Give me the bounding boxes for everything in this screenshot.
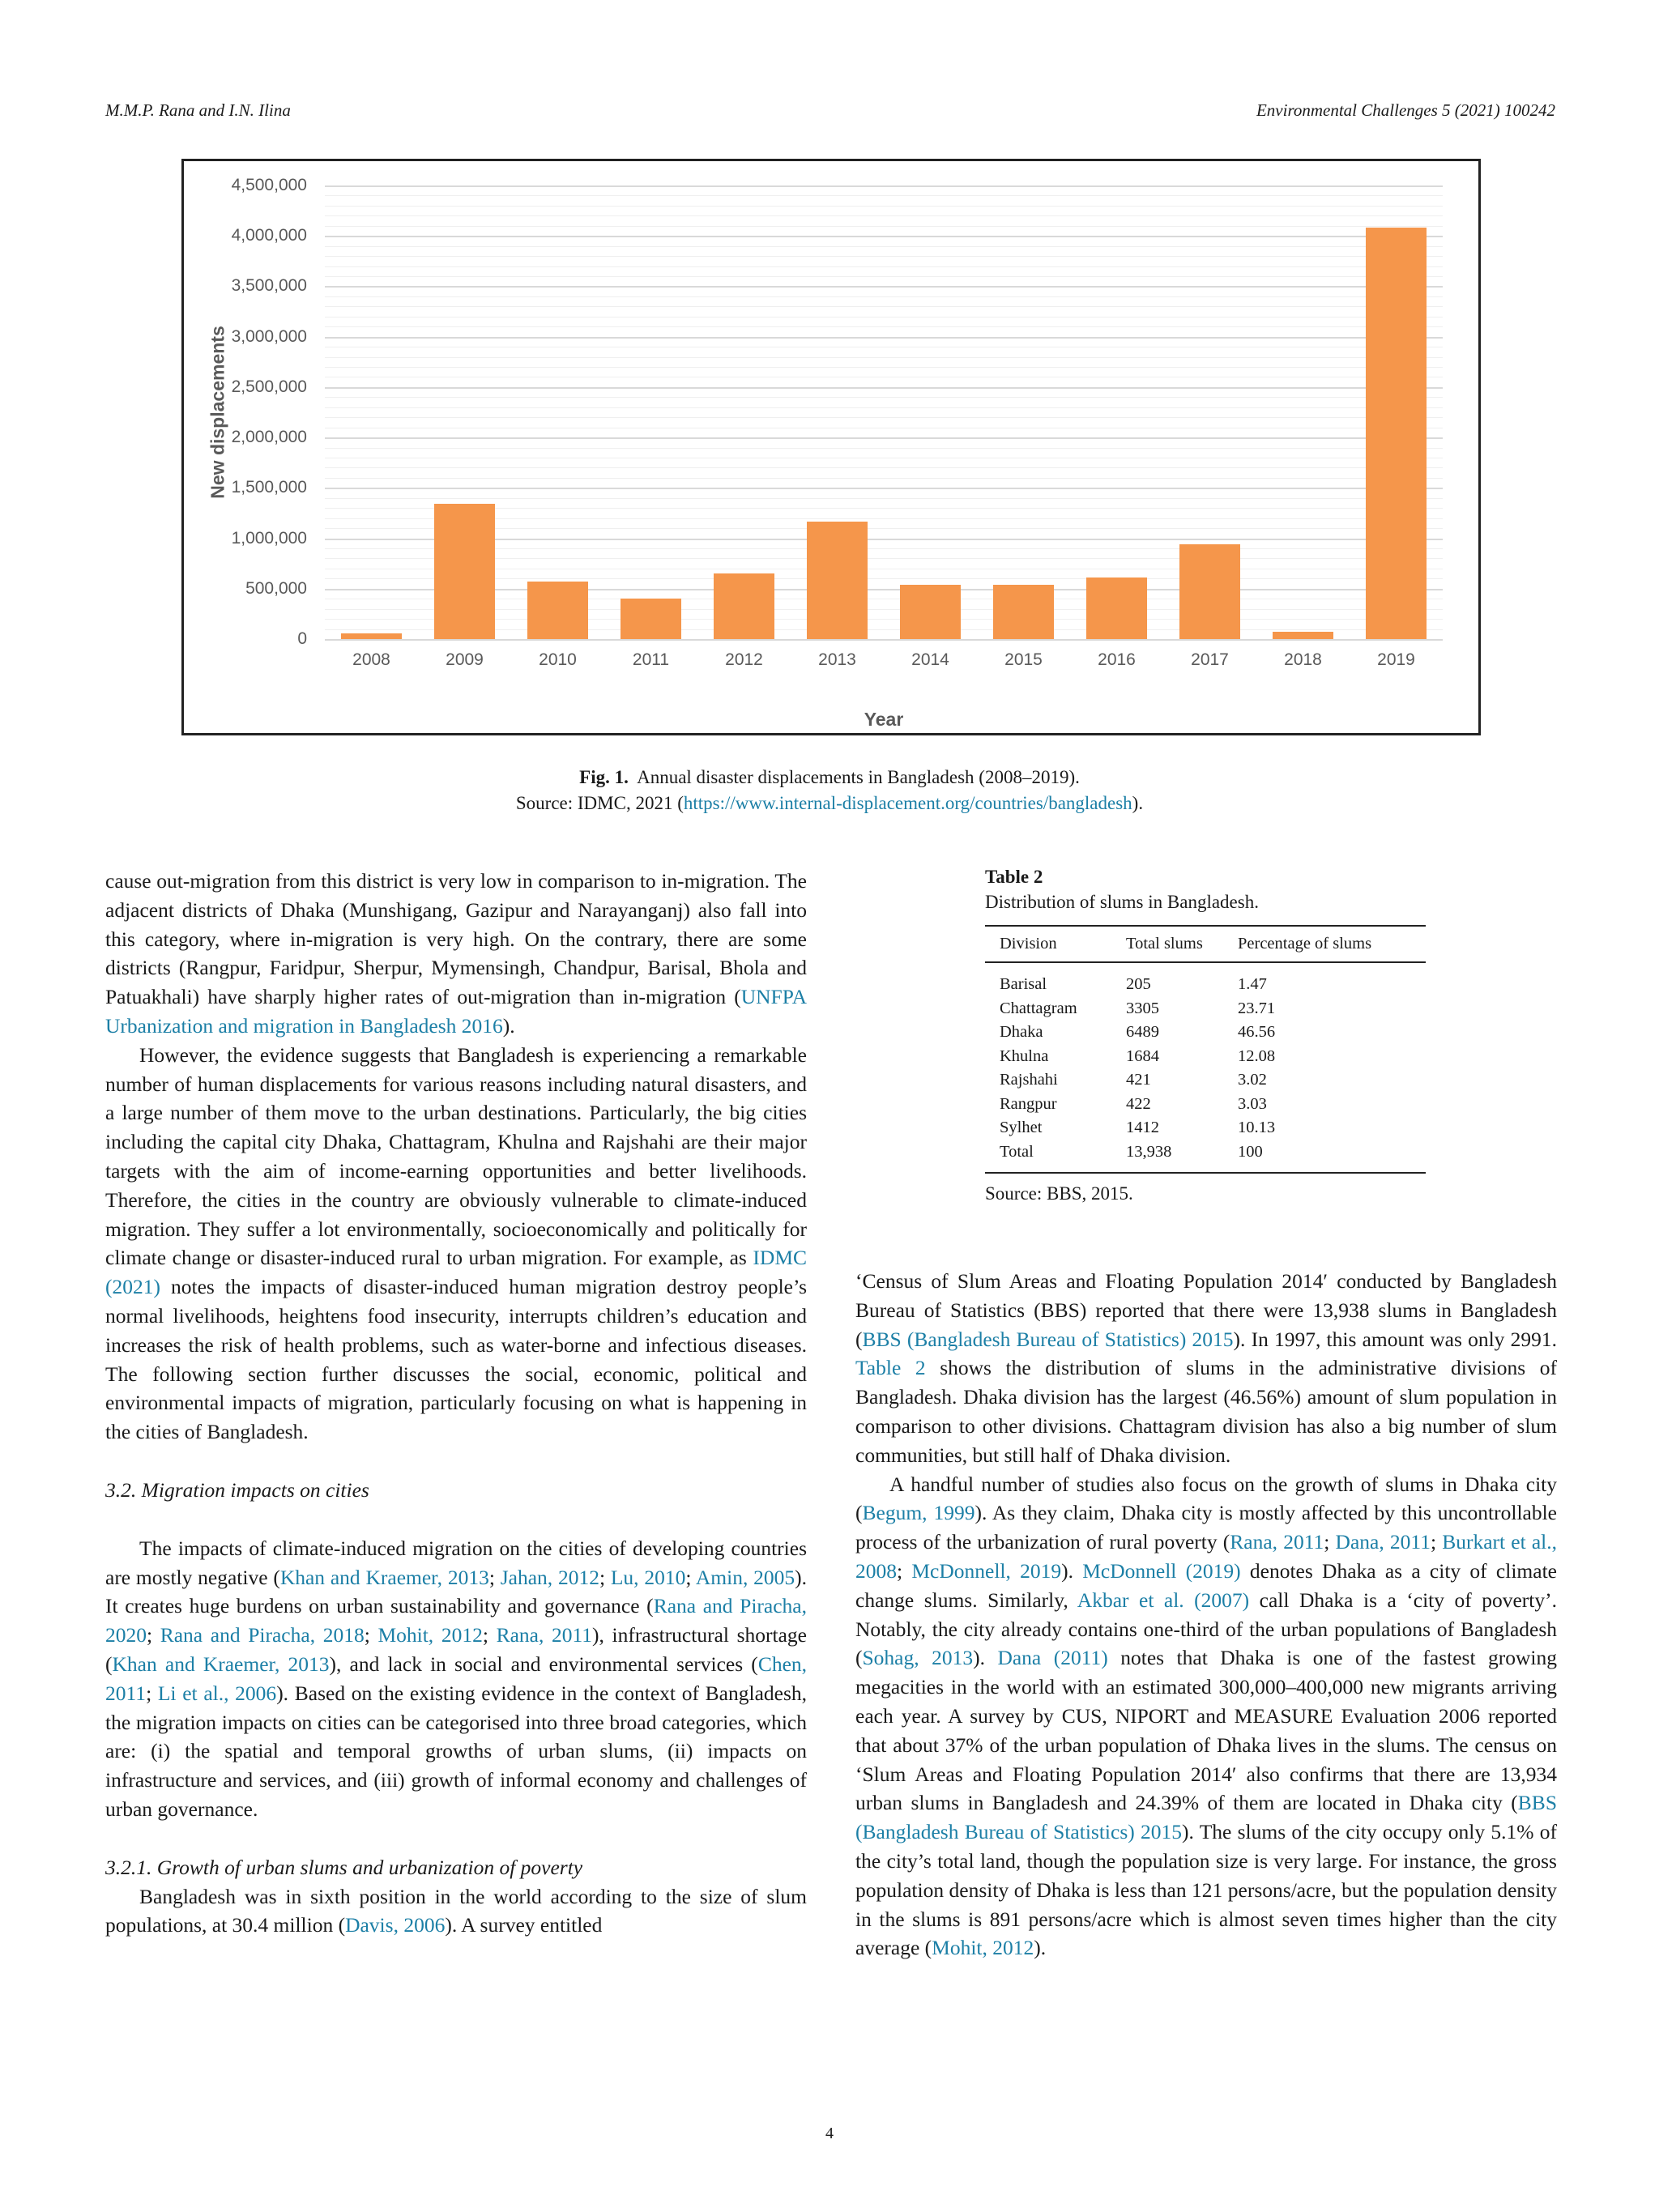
figure-1-chart <box>181 159 1481 735</box>
minor-gridline <box>325 246 1443 247</box>
citation-link[interactable]: Table 2 <box>855 1356 926 1380</box>
citation-link[interactable]: Akbar et al. (2007) <box>1077 1588 1250 1612</box>
x-tick-label: 2013 <box>818 650 856 669</box>
table-cell: 1684 <box>1126 1046 1159 1065</box>
table-cell: Total <box>985 1140 1126 1174</box>
minor-gridline <box>325 256 1443 257</box>
table-cell: Rangpur <box>1000 1094 1057 1113</box>
y-tick-label: 1,000,000 <box>231 528 307 548</box>
citation-link[interactable]: Chen, 2011 <box>105 1652 808 1705</box>
major-gridline <box>325 387 1443 389</box>
bar-2014 <box>900 585 962 639</box>
major-gridline <box>325 337 1443 339</box>
table-label: Table 2 <box>985 867 1043 887</box>
citation-link[interactable]: Begum, 1999 <box>862 1501 975 1525</box>
right-column <box>855 1267 1557 1963</box>
bar-2019 <box>1366 228 1427 639</box>
citation-link[interactable]: Rana and Piracha, 2018 <box>160 1623 365 1647</box>
figure-source-suffix: ). <box>1132 793 1144 813</box>
table-cell: Khulna <box>1000 1046 1049 1065</box>
table-cell: 12.08 <box>1238 1046 1276 1065</box>
table-cell: 422 <box>1126 1094 1151 1113</box>
table-body <box>985 962 1426 1173</box>
table-2 <box>985 865 1426 1204</box>
citation-link[interactable]: Dana, 2011 <box>1335 1530 1431 1554</box>
table-row <box>985 962 1426 997</box>
x-tick-label: 2010 <box>539 650 577 669</box>
y-tick-label: 2,000,000 <box>231 428 307 447</box>
column-header: Division <box>985 926 1126 962</box>
citation-link[interactable]: UNFPA Urbanization and migration in Bangladesh 2016 <box>105 985 807 1038</box>
y-axis-tick-labels <box>184 176 307 648</box>
minor-gridline <box>325 276 1443 277</box>
citation-link[interactable]: Rana, 2011 <box>1230 1530 1324 1554</box>
y-axis-title: New displacements <box>207 326 228 499</box>
column-header: Total slums <box>1126 926 1238 962</box>
minor-gridline <box>325 306 1443 307</box>
bar-2018 <box>1273 632 1334 639</box>
bar-2012 <box>714 573 775 639</box>
citation-link[interactable]: BBS (Bangladesh Bureau of Statistics) 2015 <box>862 1327 1234 1351</box>
minor-gridline <box>325 326 1443 327</box>
table-cell: 3305 <box>1126 999 1159 1017</box>
plot-area <box>325 185 1443 639</box>
minor-gridline <box>325 215 1443 216</box>
column-header: Percentage of slums <box>1238 926 1426 962</box>
table-cell: 6489 <box>1126 1023 1159 1041</box>
y-tick-label: 500,000 <box>245 578 307 598</box>
x-tick-label: 2008 <box>352 650 390 669</box>
table-row <box>985 997 1426 1021</box>
section-heading-3-2: 3.2. Migration impacts on cities <box>105 1477 369 1502</box>
table-cell: Dhaka <box>1000 1023 1043 1041</box>
slums-table <box>985 925 1426 1174</box>
citation-link[interactable]: BBS (Bangladesh Bureau of Statistics) 2015 <box>855 1791 1557 1844</box>
bar-2011 <box>621 599 682 639</box>
table-cell: Barisal <box>1000 975 1047 993</box>
table-row <box>985 1093 1426 1117</box>
minor-gridline <box>325 296 1443 297</box>
table-cell: 23.71 <box>1238 999 1276 1017</box>
citation-link[interactable]: Jahan, 2012 <box>500 1565 599 1589</box>
citation-link[interactable]: Lu, 2010 <box>610 1565 686 1589</box>
major-gridline <box>325 639 1443 641</box>
figure-caption <box>0 765 1659 816</box>
citation-link[interactable]: Burkart et al., 2008 <box>855 1530 1558 1583</box>
running-head-journal: Environmental Challenges 5 (2021) 100242 <box>1256 100 1555 120</box>
major-gridline <box>325 286 1443 288</box>
section-heading-3-2-1: 3.2.1. Growth of urban slums and urbanization of poverty <box>105 1855 583 1879</box>
x-tick-label: 2017 <box>1191 650 1229 669</box>
table-cell: 100 <box>1238 1140 1426 1174</box>
citation-link[interactable]: Rana, 2011 <box>496 1623 593 1647</box>
citation-link[interactable]: Mohit, 2012 <box>932 1936 1034 1960</box>
minor-gridline <box>325 478 1443 479</box>
y-tick-label: 2,500,000 <box>231 377 307 396</box>
x-tick-label: 2015 <box>1004 650 1043 669</box>
minor-gridline <box>325 226 1443 227</box>
citation-link[interactable]: Rana and Piracha, 2020 <box>105 1594 807 1647</box>
table-row <box>985 1068 1426 1093</box>
x-tick-label: 2011 <box>632 650 670 669</box>
y-tick-label: 4,500,000 <box>231 176 307 194</box>
table-cell: 1.47 <box>1238 975 1267 993</box>
bar-2009 <box>434 504 496 639</box>
minor-gridline <box>325 448 1443 449</box>
table-cell: 205 <box>1126 975 1151 993</box>
citation-link[interactable]: Davis, 2006 <box>345 1913 446 1937</box>
x-axis-title: Year <box>864 709 904 730</box>
figure-label: Fig. 1. <box>579 767 629 787</box>
bar-2015 <box>993 585 1055 639</box>
bar-2016 <box>1086 578 1148 639</box>
major-gridline <box>325 437 1443 439</box>
citation-link[interactable]: Khan and Kraemer, 2013 <box>112 1652 330 1676</box>
major-gridline <box>325 185 1443 187</box>
citation-link[interactable]: Dana (2011) <box>997 1646 1108 1670</box>
citation-link[interactable]: Khan and Kraemer, 2013 <box>279 1565 489 1589</box>
citation-link[interactable]: Sohag, 2013 <box>862 1646 974 1670</box>
citation-link[interactable]: Mohit, 2012 <box>377 1623 483 1647</box>
x-tick-label: 2009 <box>446 650 484 669</box>
page-number: 4 <box>825 2125 834 2142</box>
table-cell: 13,938 <box>1126 1140 1238 1174</box>
bar-2010 <box>527 582 589 639</box>
table-source: Source: BBS, 2015. <box>985 1183 1133 1204</box>
citation-link[interactable]: McDonnell, 2019 <box>911 1558 1062 1583</box>
table-row <box>985 1140 1426 1174</box>
minor-gridline <box>325 397 1443 398</box>
bar-2013 <box>807 522 868 639</box>
minor-gridline <box>325 467 1443 468</box>
minor-gridline <box>325 195 1443 196</box>
table-cell: Chattagram <box>1000 999 1077 1017</box>
figure-caption-line1 <box>0 765 1659 791</box>
minor-gridline <box>325 498 1443 499</box>
bar-2008 <box>341 633 403 639</box>
major-gridline <box>325 236 1443 237</box>
minor-gridline <box>325 317 1443 318</box>
x-tick-label: 2012 <box>725 650 763 669</box>
table-cell: 3.02 <box>1238 1071 1267 1089</box>
table-cell: Sylhet <box>1000 1119 1043 1136</box>
table-cell: 3.03 <box>1238 1094 1267 1113</box>
figure-source-prefix: Source: IDMC, 2021 ( <box>515 793 684 813</box>
minor-gridline <box>325 357 1443 358</box>
left-column <box>105 867 807 1940</box>
table-row <box>985 1116 1426 1140</box>
y-tick-label: 3,000,000 <box>231 326 307 346</box>
table-cell: 46.56 <box>1238 1023 1276 1041</box>
bar-2017 <box>1179 544 1241 639</box>
running-head-authors: M.M.P. Rana and I.N. Ilina <box>105 100 291 120</box>
minor-gridline <box>325 266 1443 267</box>
table-caption: Distribution of slums in Bangladesh. <box>985 892 1259 912</box>
citation-link[interactable]: McDonnell (2019) <box>1082 1558 1241 1583</box>
minor-gridline <box>325 417 1443 418</box>
minor-gridline <box>325 407 1443 408</box>
minor-gridline <box>325 367 1443 368</box>
minor-gridline <box>325 206 1443 207</box>
y-tick-label: 4,000,000 <box>231 226 307 245</box>
figure-source <box>0 791 1659 816</box>
citation-link[interactable]: IDMC (2021) <box>105 1246 807 1299</box>
paragraph: The impacts of climate-induced migration on the cities of developing countries are mostly negative (Khan and Kraemer, 2013; Jahan, 2012; Lu, 2010; Amin, 2005). It creates huge burdens on urban sustainability and governance (Rana and Piracha, 2020; Rana and Piracha, 2018; Mohit, 2012; Rana, 2011), infrastructural shortage (Khan and Kraemer, 2013), and lack in social and environmental services (Chen, 2011; Li et al., 2006). Based on the existing evidence in the context of Bangladesh, the migration impacts on cities can be categorised into three broad categories, which are: (i) the spatial and temporal growths of urban slums, (ii) impacts on infrastructure and services, and (iii) growth of informal economy and challenges of urban governance. <box>105 1536 808 1821</box>
table-header-row <box>985 926 1426 962</box>
citation-link[interactable]: Amin, 2005 <box>695 1565 795 1589</box>
paragraph: cause out-migration from this district is very low in comparison to in-migration. The adjacent districts of Dhaka (Munshigang, Gazipur and Narayanganj) also fall into this category, where in-migration is very high. On the contrary, there are some districts (Rangpur, Faridpur, Sherpur, Mymensingh, Chandpur, Barisal, Bhola and Patuakhali) have sharply higher rates of out-migration than in-migration (UNFPA Urbanization and migration in Bangladesh 2016). <box>105 869 807 1038</box>
paragraph: Bangladesh was in sixth position in the world according to the size of slum populations, at 30.4 million (Davis, 2006). A survey entitled <box>105 1884 807 1937</box>
table-cell: 421 <box>1126 1071 1151 1089</box>
figure-source-link[interactable]: https://www.internal-displacement.org/countries/bangladesh <box>683 793 1132 813</box>
x-tick-label: 2014 <box>911 650 949 669</box>
table-row <box>985 1021 1426 1045</box>
paragraph: A handful number of studies also focus on the growth of slums in Dhaka city (Begum, 1999). As they claim, Dhaka city is mostly affected by this uncontrollable process of the urbanization of rural poverty (Rana, 2011; Dana, 2011; Burkart et al., 2008; McDonnell, 2019). McDonnell (2019) denotes Dhaka as a city of climate change slums. Similarly, Akbar et al. (2007) call Dhaka is a ‘city of poverty’. Notably, the city already contains one-third of the urban populations of Bangladesh (Sohag, 2013). Dana (2011) notes that Dhaka is one of the fastest growing megacities in the world with an estimated 300,000–400,000 new migrants arriving each year. A survey by CUS, NIPORT and MEASURE Evaluation 2006 reported that about 37% of the urban population of Dhaka lives in the slums. The census on ‘Slum Areas and Floating Population 2014′ also confirms that there are 13,934 urban slums in Bangladesh and 24.39% of them are located in Dhaka city (BBS (Bangladesh Bureau of Statistics) 2015). The slums of the city occupy only 5.1% of the city’s total land, though the population size is very large. For instance, the gross population density of Dhaka is less than 121 persons/acre, but the population density in the slums is 891 persons/acre which is almost seven times higher than the city average (Mohit, 2012). <box>855 1472 1558 1960</box>
table-row <box>985 1045 1426 1069</box>
table-cell: 1412 <box>1126 1119 1159 1136</box>
paragraph: However, the evidence suggests that Bangladesh is experiencing a remarkable number of human displacements for various reasons including natural disasters, and a large number of them move to the urban destinations. Particularly, the big cities including the capital city Dhaka, Chattagram, Khulna and Rajshahi are their major targets with the aim of income-earning opportunities and better livelihoods. Therefore, the cities in the country are obviously vulnerable to climate-induced migration. They suffer a lot environmentally, socioeconomically and politically for climate change or disaster-induced rural to urban migration. For example, as IDMC (2021) notes the impacts of disaster-induced human migration destroy people’s normal livelihoods, heightens food insecurity, interrupts children’s education and increases the risk of health problems, such as water-borne and infectious diseases. The following section further discusses the social, economic, political and environmental impacts of migration, particularly focusing on what is happening in the cities of Bangladesh. <box>105 1042 807 1444</box>
paragraph: ‘Census of Slum Areas and Floating Population 2014′ conducted by Bangladesh Bureau of Statistics (BBS) reported that there were 13,938 slums in Bangladesh (BBS (Bangladesh Bureau of Statistics) 2015). In 1997, this amount was only 2991. Table 2 shows the distribution of slums in the administrative divisions of Bangladesh. Dhaka division has the largest (46.56%) amount of slum population in comparison to other divisions. Chattagram division has also a big number of slum communities, but still half of Dhaka division. <box>855 1269 1557 1467</box>
x-tick-label: 2016 <box>1098 650 1136 669</box>
table-cell: 10.13 <box>1238 1119 1276 1136</box>
major-gridline <box>325 488 1443 489</box>
y-tick-label: 0 <box>297 629 307 648</box>
citation-link[interactable]: Li et al., 2006 <box>157 1681 277 1705</box>
figure-caption-text: Annual disaster displacements in Bangladesh (2008–2019). <box>637 767 1080 787</box>
x-tick-label: 2018 <box>1284 650 1322 669</box>
table-cell: Rajshahi <box>1000 1071 1058 1089</box>
y-tick-label: 1,500,000 <box>231 478 307 497</box>
y-tick-label: 3,500,000 <box>231 276 307 296</box>
x-tick-label: 2019 <box>1377 650 1415 669</box>
